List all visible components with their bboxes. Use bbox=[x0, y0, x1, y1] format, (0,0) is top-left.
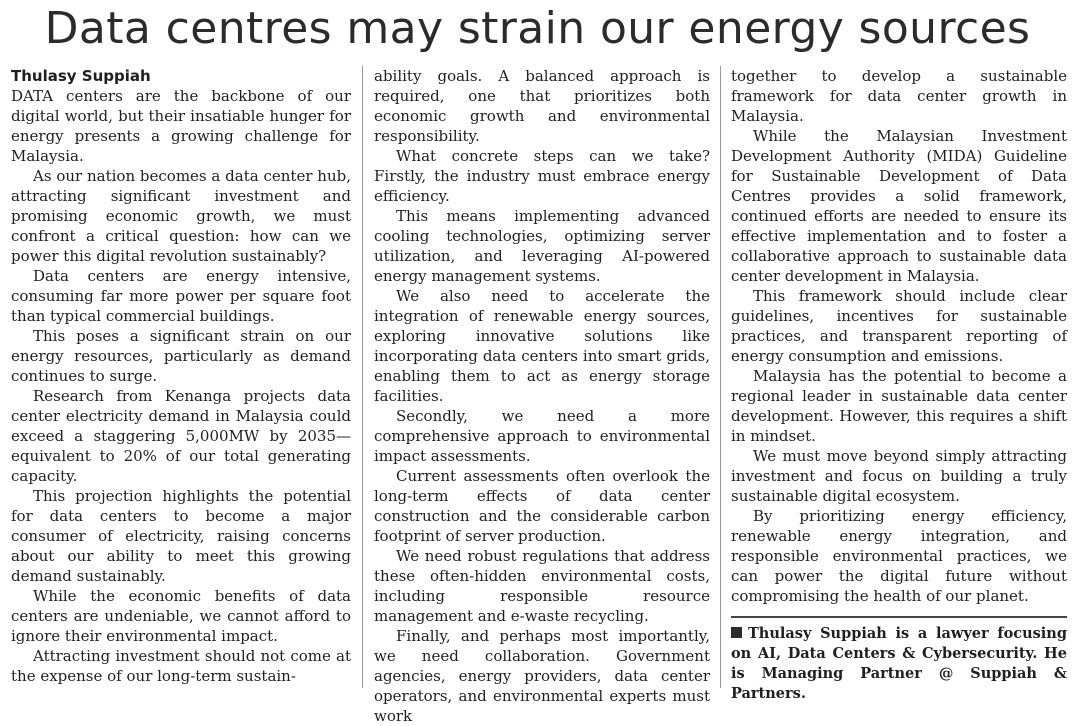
paragraph: Current assessments often overlook the long-term effects of data center construction and the considerable carbon footprint of server production. bbox=[374, 467, 710, 545]
paragraph: This means implementing advanced cooling technologies, optimizing server utilization, and leveraging AI-powered energy management systems. bbox=[374, 207, 710, 285]
paragraph: This projection highlights the potential for data centers to become a major consumer of electricity, raising concerns about our ability to meet this growing demand sustainably. bbox=[11, 487, 351, 585]
article-column-2 bbox=[374, 66, 710, 726]
paragraph: DATA centers are the backbone of our digital world, but their insatiable hunger for energy presents a growing challenge for Malaysia. bbox=[11, 87, 351, 165]
paragraph: We also need to accelerate the integration of renewable energy sources, exploring innovative solutions like incorporating data centers into smart grids, enabling them to act as energy storage facilities. bbox=[374, 287, 710, 405]
article-column-1 bbox=[11, 66, 351, 686]
paragraph: We need robust regulations that address these often-hidden environmental costs, including responsible resource management and e-waste recycling. bbox=[374, 547, 710, 625]
column-divider bbox=[720, 66, 721, 688]
paragraph: Attracting investment should not come at the expense of our long-term sustain- bbox=[11, 647, 351, 685]
paragraph: We must move beyond simply attracting investment and focus on building a truly sustainable digital ecosystem. bbox=[731, 447, 1067, 505]
paragraph: Finally, and perhaps most importantly, we need collaboration. Government agencies, energy providers, data center operators, and environmental experts must work bbox=[374, 627, 710, 725]
author-bio-text: Thulasy Suppiah is a lawyer focusing on AI, Data Centers & Cybersecurity. He is Managing Partner @ Suppiah & Partners. bbox=[731, 625, 1067, 702]
paragraph: This poses a significant strain on our energy resources, particularly as demand continues to surge. bbox=[11, 327, 351, 385]
paragraph: Research from Kenanga projects data center electricity demand in Malaysia could exceed a staggering 5,000MW by 2035—equivalent to 20% of our total generating capacity. bbox=[11, 387, 351, 485]
square-bullet-icon bbox=[731, 627, 742, 638]
column-divider bbox=[362, 66, 363, 688]
article-column-3 bbox=[731, 66, 1067, 704]
article-headline: Data centres may strain our energy sources bbox=[44, 3, 1031, 54]
paragraph: By prioritizing energy efficiency, renewable energy integration, and responsible environmental practices, we can power the digital future without compromising the health of our planet. bbox=[731, 507, 1067, 605]
author-bio bbox=[731, 624, 1067, 704]
paragraph: Data centers are energy intensive, consuming far more power per square foot than typical commercial buildings. bbox=[11, 267, 351, 325]
paragraph: Secondly, we need a more comprehensive approach to environmental impact assessments. bbox=[374, 407, 710, 465]
paragraph: Malaysia has the potential to become a regional leader in sustainable data center development. However, this requires a shift in mindset. bbox=[731, 367, 1067, 445]
author-byline: Thulasy Suppiah bbox=[11, 67, 151, 85]
paragraph: While the economic benefits of data centers are undeniable, we cannot afford to ignore their environmental impact. bbox=[11, 587, 351, 645]
paragraph: together to develop a sustainable framework for data center growth in Malaysia. bbox=[731, 67, 1067, 125]
paragraph: What concrete steps can we take? Firstly, the industry must embrace energy efficiency. bbox=[374, 147, 710, 205]
paragraph: While the Malaysian Investment Development Authority (MIDA) Guideline for Sustainable Development of Data Centres provides a solid framework, continued efforts are needed to ensure its effective implementation and to foster a collaborative approach to sustainable data center development in Malaysia. bbox=[731, 127, 1067, 285]
bio-divider bbox=[731, 616, 1067, 618]
paragraph: ability goals. A balanced approach is required, one that prioritizes both economic growth and environmental responsibility. bbox=[374, 67, 710, 145]
paragraph: As our nation becomes a data center hub, attracting significant investment and promising economic growth, we must confront a critical question: how can we power this digital revolution sustainably? bbox=[11, 167, 351, 265]
paragraph: This framework should include clear guidelines, incentives for sustainable practices, and transparent reporting of energy consumption and emissions. bbox=[731, 287, 1067, 365]
